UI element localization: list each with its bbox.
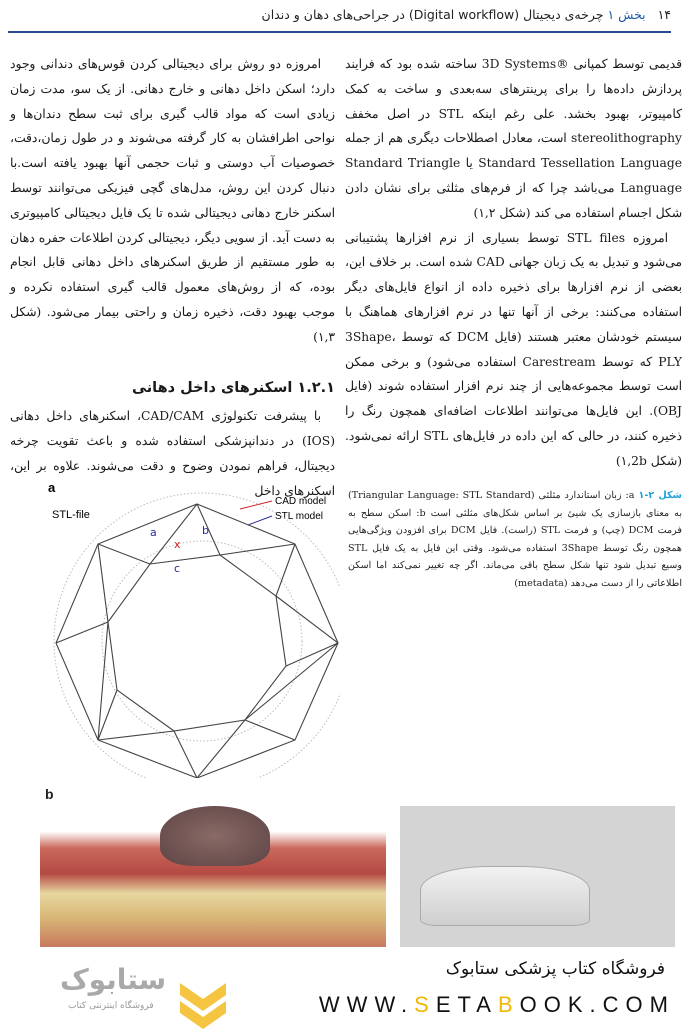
chapter-label: بخش ۱ xyxy=(607,7,646,22)
caption-text: a: زبان استاندارد مثلثی (Triangular Language: STL Standard) به معنای بازسازی یک شیئ بر اساس شکل‌های مثلثی است b: اسکن سطح به فرمت DCM (چپ) و فرمت STL (راست). فایل DCM برای افزودن ویژگی‌هایی همچون رنگ توسط 3Shape استفاده می‌شود. وقتی این فایل به یک فایل STL وسیع تبدیل شود تنها شکل سطح باقی می‌ماند. اگر چه تغییر نمی‌کند اما اسکن اطلاعاتی را از دست می‌دهد (metadata) xyxy=(348,490,683,589)
edge-label-c: c xyxy=(174,562,181,575)
footer-banner xyxy=(0,947,693,1024)
error-label-x: x xyxy=(174,538,181,551)
stl-scan-image xyxy=(400,806,675,947)
paragraph: قدیمی توسط کمپانی ®3D Systems ساخته شده بود که فرایند پردازش داده‌ها را برای پرینترهای سه‌بعدی و ساخت به کمک کامپیوتر، بهبود بخشد. علی رغم اینکه STL در اصل مخفف stereolithography است، معادل اصطلاحات دیگری هم از جمله Standard Tessellation Language یا Standard Triangle Language می‌باشد چرا که از فرم‌های مثلثی برای نشان دادن شکل اجسام استفاده می کند (شکل ۱,۲) xyxy=(345,57,682,220)
header-rule xyxy=(8,31,671,33)
store-url[interactable] xyxy=(319,992,675,1018)
paragraph: امروزه دو روش برای دیجیتالی کردن قوس‌های دندانی وجود دارد؛ اسکن داخل دهانی و خارج دهانی. از یک سو، مدت زمان زیادی است که مواد قالب گیری برای ثبت سطح دندان‌ها و نواحی اطرافشان به کار گرفته می‌شوند و در طول زمان،دقت، خصوصیات آب دوستی و ثبات حجمی آنها بهبود یافته است.با دنبال کردن این روش، مدل‌های گچی فیزیکی می‌توانند توسط اسکنر خارج دهانی دیجیتالی شده تا یک فایل دیجیتالی کامپیوتری به دست آید. از سویی دیگر، دیجیتالی کردن اطلاعات حفره دهان به طور مستقیم از طریق اسکنرهای داخل دهانی قابل انجام بوده، که از روش‌های معمول قالب گیری استفاده نکرده و موجب بهبود دقت، ذخیره زمان و راحتی بیمار می‌شود. (شکل ۱,۳) xyxy=(10,57,335,344)
chapter-title: چرخه‌ی دیجیتال (Digital workflow) در جراحی‌های دهان و دندان xyxy=(261,7,604,22)
logo-wordmark: ستابوک xyxy=(60,963,167,996)
url-part: B xyxy=(497,992,520,1017)
url-part: WWW. xyxy=(318,992,415,1017)
figure-a-stl-diagram xyxy=(40,478,340,778)
right-column xyxy=(345,52,682,474)
stl-arrow xyxy=(248,516,272,525)
stl-file-label: STL-file xyxy=(52,509,90,521)
logo-subtitle: فروشگاه اینترنتی کتاب xyxy=(68,1001,154,1011)
section-heading: ۱.۲.۱ اسکنرهای داخل دهانی xyxy=(132,379,335,396)
figure-caption xyxy=(348,487,682,592)
dcm-scan-image xyxy=(40,806,386,947)
edge-label-a: a xyxy=(150,526,157,539)
stl-triangle-mesh xyxy=(56,504,338,778)
paragraph: امروزه STL files توسط بسیاری از نرم افزارها پشتیبانی می‌شود و تبدیل به یک زبان جهانی CAD شده است. بر خلاف این، بعضی از نرم افزارها برای ذخیره داده از انواع فایل‌های دیگر استفاده می‌کنند: برخی از آنها تنها در نرم افزارهای هماهنگ با سیستم خودشان معتبر هستند (فایل DCM که توسط 3Shape، PLY که توسط Carestream استفاده می‌شود) و برخی ممکن است توسط مجموعه‌هایی از چند نرم افزار استفاده شوند (فایل OBJ). این فایل‌ها می‌توانند اطلاعات اضافه‌ای همچون رنگ را ذخیره کنند، در حالی که این داده در فایل‌های STL ارائه نمی‌شود. (شکل ۱,2b) xyxy=(345,230,682,468)
url-part: ETA xyxy=(435,992,498,1017)
url-part: S xyxy=(414,992,436,1017)
left-column xyxy=(10,52,335,504)
panel-label-a: a xyxy=(48,480,56,495)
url-part: OOK.COM xyxy=(519,992,675,1017)
stl-model-shape xyxy=(420,866,590,926)
palate-shape xyxy=(160,806,270,866)
page-number: ۱۴ xyxy=(657,7,671,22)
caption-label: شکل ۲-۱ xyxy=(638,490,682,501)
cad-arrow xyxy=(240,501,272,509)
edge-label-b: b xyxy=(202,524,209,537)
panel-label-b: b xyxy=(45,786,54,802)
cad-model-label: CAD model xyxy=(275,496,327,507)
paragraph: با پیشرفت تکنولوژی CAD/CAM، اسکنرهای داخل دهانی (IOS) در دندانپزشکی استفاده شده و باعث تقویت چرخه دیجیتال، فراهم نمودن وضوح و دقت می‌شوند. علاوه بر این، اسکنرهای داخل xyxy=(10,409,335,498)
running-header xyxy=(20,4,671,28)
chevron-logo-icon xyxy=(178,979,228,1029)
store-name: فروشگاه کتاب پزشکی ستابوک xyxy=(445,959,665,979)
cad-inner-circle xyxy=(102,541,302,741)
stl-model-label: STL model xyxy=(275,511,323,522)
setabook-logo xyxy=(30,963,200,1021)
